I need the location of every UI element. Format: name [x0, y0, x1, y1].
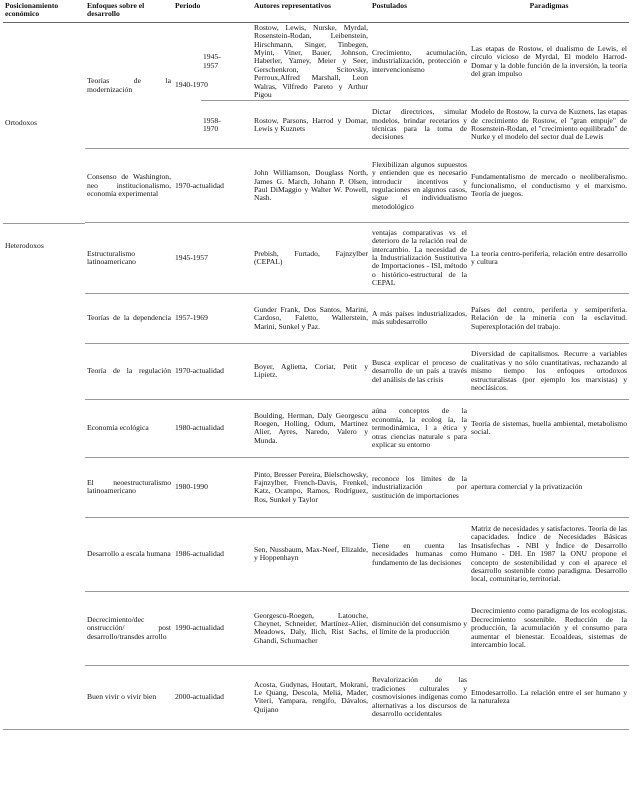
table-row — [3, 591, 629, 665]
group-label-ortodoxos: Ortodoxos — [3, 22, 85, 223]
autores-cell: Georgescu-Roegen, Latouche, Cheynet, Schneider, Martínez-Alier, Meadows, Daly, Ilich, Rist Sachs, Ghandi, Schumacher — [252, 591, 370, 665]
autores-cell: Boyer, Aglietta, Coriat, Petit y Lipietz. — [252, 343, 370, 399]
table-row — [3, 22, 629, 101]
postulados-cell: disminución del consumismo y el límite de la producción — [370, 591, 469, 665]
table-row — [3, 223, 629, 293]
postulados-cell: Tiene en cuenta las necesidades humanas como fundamento de las decisiones — [370, 517, 469, 591]
autores-cell: Sen, Nussbaum, Max-Neef, Elizalde, y Hoppenhayn — [252, 517, 370, 591]
enfoque-cell: Desarrollo a escala humana — [85, 517, 173, 591]
enfoque-cell: Buen vivir o vivir bien — [85, 665, 173, 729]
sub-periodo-cell: 1945- 1957 — [201, 22, 252, 101]
periodo-cell: 1980-1990 — [173, 457, 252, 517]
table-row — [3, 149, 629, 223]
development-approaches-table — [3, 2, 629, 730]
autores-cell: Acosta, Gudynas, Houtart, Mokrani, Le Quang, Descola, Meliá, Mader, Viteri, Yampara, rengifo, Dávalos, Quijano — [252, 665, 370, 729]
postulados-cell: A más países industrializados, más subdesarrollo — [370, 293, 469, 343]
postulados-cell: Busca explicar el proceso de desarrollo de un país a través del análisis de las crisis — [370, 343, 469, 399]
header-postulados: Postulados — [370, 2, 469, 22]
paradigmas-cell: Matriz de necesidades y satisfactores. Teoría de las capacidades. Índice de Necesidades Básicas Insatisfechas - NBI y Índice de Desarrollo Humano - DH. En 1987 la ONU propone el concepto de sostenibilidad y con el aparece el desarrollo sostenible como paradigma. Desarrollo local, comunitario, territorial. — [469, 517, 629, 591]
postulados-cell: Dictar directrices, simular modelos, brindar recetarios y técnicas para la toma de decisiones — [370, 101, 469, 149]
table-row — [3, 293, 629, 343]
table-row — [3, 343, 629, 399]
postulados-cell: Revalorización de las tradiciones culturales y cosmovisiones indígenas como alternativas a los discursos de desarrollo occidentales — [370, 665, 469, 729]
periodo-cell: 1970-actualidad — [173, 343, 252, 399]
enfoque-cell: Teorías de la modernización — [85, 22, 173, 149]
enfoque-cell: Consenso de Washington, neo institucionalismo, economía experimental — [85, 149, 173, 223]
paradigmas-cell: Diversidad de capitalismos. Recurre a variables cualitativas y no sólo cuantitativas, rechazando al mismo tiempo los enfoques ortodoxos estructuralistas (por ejemplo los marxistas) y neoclásicos. — [469, 343, 629, 399]
enfoque-cell: Estructuralismo latinoamericano — [85, 223, 173, 293]
periodo-cell: 1980-actualidad — [173, 399, 252, 457]
table-row — [3, 399, 629, 457]
paradigmas-cell: apertura comercial y la privatización — [469, 457, 629, 517]
postulados-cell: reconoce los límites de la industrialización por sustitución de importaciones — [370, 457, 469, 517]
periodo-cell: 1970-actualidad — [173, 149, 252, 223]
enfoque-cell: El neoestructuralismo latinoamericano — [85, 457, 173, 517]
autores-cell: Rostow, Lewis, Nurske, Myrdal, Rosenstein-Rodan, Leibenstein, Hirschmann, Singer, Tinbegen, Myint, Viner, Bauer, Johnson, Haberler, Yamey, Meier y Seer, Gerschenkron, Scitovsky, Perroux,Alfred Marshall, Leon Walras, Vilfredo Pareto y Arthur Pigou — [254, 22, 368, 100]
paradigmas-cell: Modelo de Rostow, la curva de Kuznets, las etapas de crecimiento de Rostow, el "gran empuje" de Rosenstein-Rodan, el "crecimiento equilibrado" de Nurke y el modelo del sector dual de Lewis — [469, 101, 629, 149]
periodo-cell: 1945-1957 — [173, 223, 252, 293]
header-row — [3, 2, 629, 22]
periodo-cell: 2000-actualidad — [173, 665, 252, 729]
group-label-heterodoxos: Heterodoxos — [3, 223, 85, 729]
enfoque-cell: Decrecimiento/dec onstrucción/ post desarrollo/transdes arrollo — [85, 591, 173, 665]
table-row — [3, 517, 629, 591]
paradigmas-cell: Países del centro, periferia y semiperiferia. Relación de la minería con la esclavitud. Superexplotación del trabajo. — [469, 293, 629, 343]
periodo-cell: 1957-1969 — [173, 293, 252, 343]
paradigmas-cell: Las etapas de Rostow, el dualismo de Lewis, el círculo vicioso de Myrdal, El modelo Harrod-Domar y la doble función de la inversión, la teoría del gran impulso — [469, 22, 629, 101]
autores-cell: Pinto, Bresser Pereira, Bielschowsky, Fajnzylber, French-Davis, Frenkel, Katz, Ocampo, Ramos, Rodríguez, Ros, Sunkel y Taylor — [252, 457, 370, 517]
table-row — [3, 457, 629, 517]
header-posicionamiento: Posicionamiento económico — [3, 2, 85, 22]
postulados-cell: Crecimiento, acumulación, industrialización, protección e intervencionismo — [370, 22, 469, 101]
header-enfoques: Enfoques sobre el desarrollo — [85, 2, 173, 22]
postulados-cell: Flexibilizan algunos supuestos y entienden que es necesario introducir incentivos y regulaciones en algunos casos, sigue el individualismo metodológico — [370, 149, 469, 223]
header-autores: Autores representativos — [252, 2, 370, 22]
autores-cell: Gunder Frank, Dos Santos, Marini, Cardoso, Faletto, Wallerstein, Marini, Sunkel y Paz. — [252, 293, 370, 343]
periodo-cell: 1940-1970 — [173, 22, 201, 149]
sub-periodo-cell: 1958- 1970 — [201, 101, 252, 149]
autores-cell: John Williamson, Douglass North, James G. March, Johann P. Olsen, Paul DiMaggio y Walter W. Powell, Nash. — [252, 149, 370, 223]
periodo-cell: 1990-actualidad — [173, 591, 252, 665]
autores-cell: Boulding, Herman, Daly Georgescu Roegen, Holling, Odum, Martinez Alier, Ayres, Naredo, Valero y Munda. — [252, 399, 370, 457]
enfoque-cell: Teoría de la regulación — [85, 343, 173, 399]
enfoque-cell: Economía ecológica — [85, 399, 173, 457]
enfoque-cell: Teorías de la dependencia — [85, 293, 173, 343]
paradigmas-cell: Decrecimiento como paradigma de los ecologistas. Decrecimiento sostenible. Reducción de la producción, la acumulación y el consumo para aumentar el bienestar. Ecoaldeas, sistemas de intercambio local. — [469, 591, 629, 665]
periodo-cell: 1986-actualidad — [173, 517, 252, 591]
table-row — [3, 665, 629, 729]
header-paradigmas: Paradigmas — [469, 2, 629, 22]
paradigmas-cell: Etnodesarrollo. La relación entre el ser humano y la naturaleza — [469, 665, 629, 729]
paradigmas-cell: Fundamentalismo de mercado o neoliberalismo. funcionalismo, el conductismo y el marxismo. Teoría de juegos. — [469, 149, 629, 223]
autores-cell: Prebish, Furtado, Fajnzylber (CEPAL) — [252, 223, 370, 293]
paradigmas-cell: La teoría centro-periferia, relación entre desarrollo y cultura — [469, 223, 629, 293]
postulados-cell: ventajas comparativas vs el deterioro de la relación real de intercambio. La necesidad de la Industrialización Sustitutiva de Importaciones - ISI, método o histórico-estructural de la CEPAL — [370, 223, 469, 293]
autores-cell: Rostow, Parsons, Harrod y Domar, Lewis y Kuznets — [252, 101, 370, 149]
header-periodo: Periodo — [173, 2, 252, 22]
postulados-cell: aúna conceptos de la economía, la ecolog ía, la termodinámica, l a ética y otras ciencias naturale s para explicar su entorno — [370, 399, 469, 457]
paradigmas-cell: Teoría de sistemas, huella ambiental, metabolismo social. — [469, 399, 629, 457]
